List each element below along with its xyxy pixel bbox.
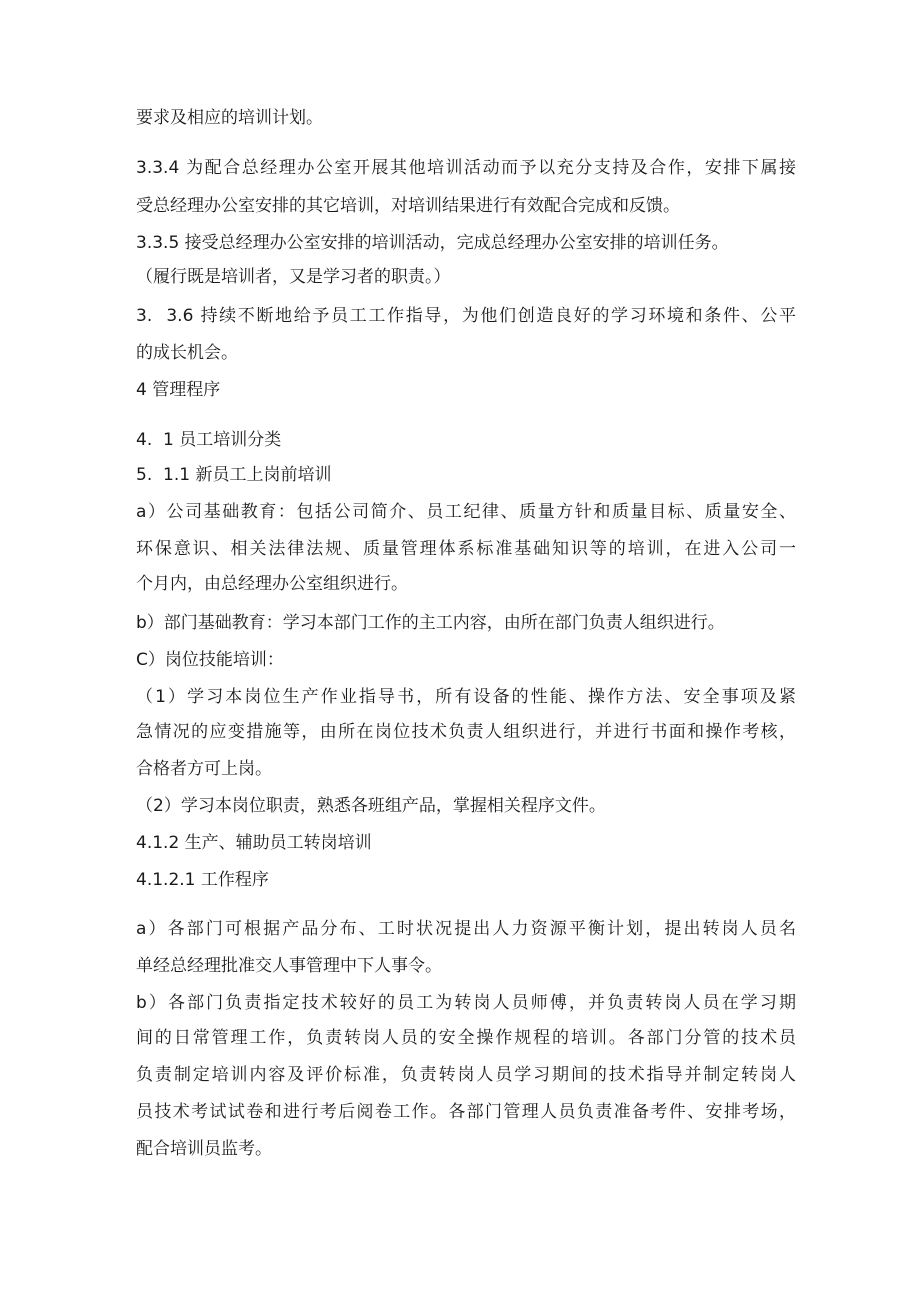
text-line: 合格者方可上岗。 — [136, 759, 272, 779]
section-heading: 4.1.2.1 工作程序 — [136, 870, 269, 890]
text-line: （2）学习本岗位职责，熟悉各班组产品，掌握相关程序文件。 — [136, 796, 606, 816]
text-line: （1）学习本岗位生产作业指导书，所有设备的性能、操作方法、安全事项及紧 — [136, 687, 796, 707]
text-line: 受总经理办公室安排的其它培训，对培训结果进行有效配合完成和反馈。 — [136, 196, 680, 216]
text-line: 急情况的应变措施等，由所在岗位技术负责人组织进行，并进行书面和操作考核， — [136, 722, 796, 742]
section-heading: 4.1.2 生产、辅助员工转岗培训 — [136, 833, 372, 853]
text-line: b）各部门负责指定技术较好的员工为转岗人员师傅，并负责转岗人员在学习期 — [136, 993, 796, 1013]
text-line: 环保意识、相关法律法规、质量管理体系标准基础知识等的培训，在进入公司一 — [136, 539, 796, 559]
text-line: 的成长机会。 — [136, 343, 238, 363]
text-line: 3. 3.6 持续不断地给予员工工作指导，为他们创造良好的学习环境和条件、公平 — [136, 306, 796, 326]
text-line: 3.3.5 接受总经理办公室安排的培训活动，完成总经理办公室安排的培训任务。 — [136, 233, 729, 253]
text-line: 单经总经理批准交人事管理中下人事令。 — [136, 956, 442, 976]
text-line: 员技术考试试卷和进行考后阅卷工作。各部门管理人员负责准备考件、安排考场， — [136, 1102, 796, 1122]
text-line: 3.3.4 为配合总经理办公室开展其他培训活动而予以充分支持及合作，安排下属接 — [136, 158, 796, 178]
text-line: 个月内，由总经理办公室组织进行。 — [136, 574, 408, 594]
text-line: a）各部门可根据产品分布、工时状况提出人力资源平衡计划，提出转岗人员名 — [136, 919, 796, 939]
text-line: 要求及相应的培训计划。 — [136, 108, 323, 128]
text-line: （履行既是培训者，又是学习者的职责。） — [136, 267, 451, 287]
text-line: a）公司基础教育：包括公司简介、员工纪律、质量方针和质量目标、质量安全、 — [136, 502, 796, 522]
text-line: C）岗位技能培训： — [136, 650, 284, 670]
section-heading: 4 管理程序 — [136, 380, 221, 400]
text-line: 间的日常管理工作，负责转岗人员的安全操作规程的培训。各部门分管的技术员 — [136, 1028, 796, 1048]
section-heading: 4. 1 员工培训分类 — [136, 430, 282, 450]
section-heading: 5. 1.1 新员工上岗前培训 — [136, 465, 332, 485]
text-line: 配合培训员监考。 — [136, 1139, 272, 1159]
text-line: b）部门基础教育：学习本部门工作的主工内容，由所在部门负责人组织进行。 — [136, 613, 725, 633]
text-line: 负责制定培训内容及评价标准，负责转岗人员学习期间的技术指导并制定转岗人 — [136, 1065, 796, 1085]
